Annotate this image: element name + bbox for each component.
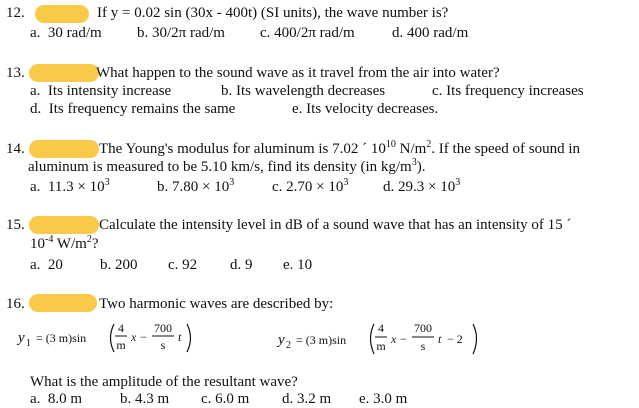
question-14-option-d [383,178,460,196]
option-letter: a. [30,83,41,99]
stem-superscript: 2 [86,234,92,245]
question-13-option-d [30,100,235,118]
option-letter: a. [30,179,41,195]
eq-amplitude: = (3 m)sin [36,331,87,345]
stem-text: ? [91,236,99,252]
stem-superscript: 3 [411,157,417,168]
question-15-stem-line1: Calculate the intensity level in dB of a sound wave that has an intensity of 15 ´ [99,217,572,233]
option-letter: d. [383,179,395,195]
question-16-followup: What is the amplitude of the resultant wave? [30,374,298,390]
eq-k-numerator: 4 [118,321,124,335]
option-text: 10 [297,257,313,273]
redaction-highlight [29,294,97,312]
option-letter: c. [168,257,179,273]
right-paren [187,324,191,352]
option-superscript: 3 [104,177,110,188]
eq-amplitude: = (3 m)sin [296,333,347,347]
question-15-stem-line2 [30,235,99,253]
stem-text: 10 [30,236,45,252]
option-letter: e. [283,257,294,273]
option-letter: c. [432,83,443,99]
question-16-option-d [282,390,331,408]
left-paren [371,324,375,354]
option-superscript: 3 [343,177,349,188]
option-letter: d. [282,391,294,407]
question-14-stem-line2 [28,158,425,176]
eq-t: t [178,330,182,344]
option-text: 200 [115,257,138,273]
option-text: 20 [47,257,63,273]
option-text: 400 rad/m [407,25,469,41]
redaction-highlight [35,5,89,23]
question-14-number: 14. [6,141,25,157]
eq-x: x [131,330,137,344]
option-letter: c. [260,25,271,41]
eq-lhs: y [18,330,25,346]
eq-minus: − [400,332,407,346]
option-text: 4.3 m [135,391,170,407]
eq-w-denominator: s [160,338,166,352]
eq-w-numerator: 700 [154,321,172,335]
option-text: Its wavelength decreases [236,83,386,99]
question-14-option-a [30,178,110,196]
question-16-option-b [120,390,169,408]
option-letter: b. [120,391,132,407]
question-16-option-a [30,390,82,408]
question-14-option-c [272,178,348,196]
option-text: 30 rad/m [47,25,102,41]
question-13-option-e [292,100,438,118]
option-text: 30/2π rad/m [152,25,225,41]
question-16-number: 16. [6,296,25,312]
question-15-number: 15. [6,217,25,233]
question-15-option-a [30,256,63,274]
option-text: 3.2 m [297,391,332,407]
option-letter: b. [137,25,149,41]
option-letter: a. [30,391,41,407]
stem-text: ). [416,159,426,175]
option-letter: b. [157,179,169,195]
option-letter: b. [100,257,112,273]
option-text: Its frequency increases [446,83,584,99]
right-paren [473,324,477,354]
stem-text: . If the speed of sound in [431,141,581,157]
option-letter: c. [272,179,283,195]
stem-superscript: 2 [426,139,432,150]
equation-wave-2 [276,316,506,360]
option-letter: e. [292,101,303,117]
stem-superscript: -4 [45,234,54,245]
redaction-highlight [29,140,99,158]
eq-t: t [438,332,442,346]
question-16-option-c [201,390,249,408]
eq-phase-term: − 2 [447,332,463,346]
option-text: Its intensity increase [47,83,172,99]
question-15-option-e [283,256,312,274]
eq-subscript: 1 [26,338,31,349]
option-text: Its frequency remains the same [48,101,236,117]
option-letter: d. [392,25,404,41]
option-letter: d. [230,257,242,273]
question-16-stem: Two harmonic waves are described by: [99,296,334,312]
option-text: 11.3 × 10 [47,179,105,195]
option-text: 8.0 m [47,391,83,407]
stem-text: aluminum is measured to be 5.10 km/s, find its density (in kg/m [28,159,412,175]
question-12-option-c [260,24,355,42]
question-13-option-c [432,82,584,100]
option-text: 9 [245,257,253,273]
eq-lhs: y [278,332,285,348]
question-12-stem: If y = 0.02 sin (30x - 400t) (SI units), the wave number is? [97,5,449,21]
option-text: 3.0 m [373,391,408,407]
redaction-highlight [29,216,99,234]
stem-superscript: 10 [385,139,396,150]
option-text: 6.0 m [215,391,250,407]
option-text: 29.3 × 10 [398,179,456,195]
option-text: 92 [182,257,198,273]
question-16-option-e [359,390,407,408]
eq-minus: − [140,330,147,344]
question-13-number: 13. [6,65,25,81]
question-13-stem: What happen to the sound wave as it travel from the air into water? [96,65,500,81]
question-15-option-d [230,256,253,274]
eq-k-denominator: m [376,339,386,353]
eq-subscript: 2 [286,340,291,351]
question-13-option-a [30,82,171,100]
question-12-option-d [392,24,468,42]
question-12-number: 12. [6,5,25,21]
option-superscript: 3 [229,177,235,188]
stem-text: W/m [53,236,87,252]
question-15-option-b [100,256,138,274]
option-superscript: 3 [455,177,461,188]
option-letter: b. [221,83,233,99]
option-letter: d. [30,101,42,117]
eq-w-numerator: 700 [414,321,432,335]
option-text: Its velocity decreases. [306,101,439,117]
option-letter: c. [201,391,212,407]
option-letter: a. [30,25,41,41]
option-text: 400/2π rad/m [274,25,355,41]
eq-k-numerator: 4 [378,321,384,335]
question-14-option-b [157,178,234,196]
question-15-option-c [168,256,197,274]
left-paren [111,324,115,352]
question-12-option-a [30,24,102,42]
eq-x: x [391,332,397,346]
eq-k-denominator: m [116,338,126,352]
option-letter: a. [30,257,41,273]
stem-text: N/m [395,141,427,157]
redaction-highlight [29,64,99,82]
question-14-stem-line1 [99,140,580,158]
equation-wave-1 [16,316,216,360]
eq-w-denominator: s [420,339,426,353]
question-13-option-b [221,82,385,100]
stem-text: The Young's modulus for aluminum is 7.02 ´ 10 [99,141,386,157]
option-text: 2.70 × 10 [286,179,344,195]
question-12-option-b [137,24,225,42]
option-letter: e. [359,391,370,407]
option-text: 7.80 × 10 [172,179,230,195]
